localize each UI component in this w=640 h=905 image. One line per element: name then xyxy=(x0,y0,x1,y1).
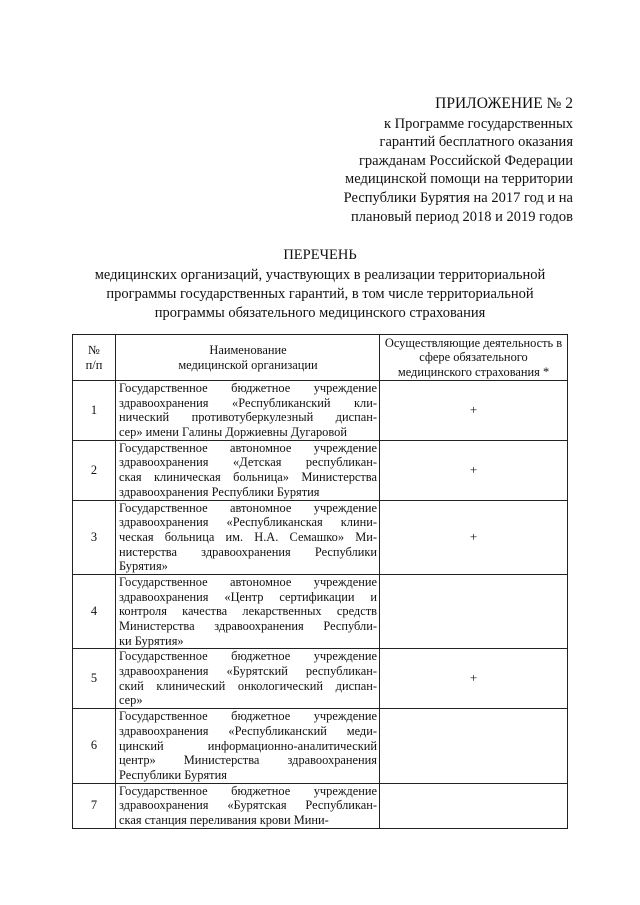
table-row xyxy=(73,709,568,783)
organization-name-line: здравоохранения Республики Бурятия xyxy=(119,484,320,499)
organizations-table xyxy=(72,334,568,829)
organization-name xyxy=(116,440,380,500)
title-line: программы обязательного медицинского страхования xyxy=(154,305,486,321)
header-name-line: медицинской организации xyxy=(178,357,318,372)
organization-name-line: ческая больница им. Н.А. Семашко» Ми- xyxy=(119,529,377,544)
title-line: программы государственных гарантий, в том числе территориальной xyxy=(106,286,534,302)
header-oms-line: сфере обязательного xyxy=(419,350,528,365)
appendix-heading: ПРИЛОЖЕНИЕ № 2 xyxy=(435,95,573,112)
header-name xyxy=(116,335,380,381)
title-line: медицинских организаций, участвующих в реализации территориальной xyxy=(94,267,546,283)
document-title xyxy=(60,246,580,323)
organization-name-line: нический противотуберкулезный диспан- xyxy=(119,410,377,425)
oms-participation: + xyxy=(380,649,568,709)
organization-name-line: центр» Министерства здравоохранения xyxy=(119,753,377,768)
title-heading: ПЕРЕЧЕНЬ xyxy=(283,247,357,263)
oms-participation: + xyxy=(380,500,568,574)
oms-participation: + xyxy=(380,381,568,441)
organization-name-line: здравоохранения «Республиканский меди- xyxy=(119,723,377,738)
row-number: 7 xyxy=(73,783,116,828)
organization-name-line: Государственное автономное учреждение xyxy=(119,440,377,455)
table-row xyxy=(73,500,568,574)
appendix-line: гражданам Российской Федерации xyxy=(358,152,573,169)
oms-participation xyxy=(380,574,568,648)
table-row xyxy=(73,574,568,648)
organization-name-line: здравоохранения «Республиканская клини- xyxy=(119,515,377,530)
organization-name-line: здравоохранения «Центр сертификации и xyxy=(119,589,377,604)
organization-name-line: Государственное бюджетное учреждение xyxy=(119,709,377,724)
organization-name-line: здравоохранения «Республиканский кли- xyxy=(119,395,377,410)
organization-name-line: здравоохранения «Бурятский республикан- xyxy=(119,664,377,679)
organization-name xyxy=(116,649,380,709)
organization-name-line: Государственное бюджетное учреждение xyxy=(119,381,377,395)
organization-name-line: здравоохранения «Бурятская Республикан- xyxy=(119,798,377,813)
table-row xyxy=(73,783,568,828)
organization-name-line: контроля качества лекарственных средств xyxy=(119,604,377,619)
organization-name-line: ская клиническая больница» Министерства xyxy=(119,470,377,485)
appendix-line: Республики Бурятия на 2017 год и на xyxy=(343,189,573,206)
organization-name-line: ский клинический онкологический диспан- xyxy=(119,678,377,693)
table-body xyxy=(73,381,568,829)
organization-name xyxy=(116,709,380,783)
organization-name xyxy=(116,783,380,828)
header-name-line: Наименование xyxy=(209,343,287,358)
appendix-line: медицинской помощи на территории xyxy=(345,171,573,188)
table-row xyxy=(73,649,568,709)
organization-name xyxy=(116,381,380,441)
organization-name-line: ская станция переливания крови Мини- xyxy=(119,812,329,827)
row-number: 4 xyxy=(73,574,116,648)
table-row xyxy=(73,381,568,441)
row-number: 2 xyxy=(73,440,116,500)
header-number xyxy=(73,335,116,381)
organization-name-line: здравоохранения «Детская республикан- xyxy=(119,455,377,470)
table-row xyxy=(73,440,568,500)
organization-name-line: сер» xyxy=(119,693,143,708)
organization-name-line: ки Бурятия» xyxy=(119,633,184,648)
row-number: 3 xyxy=(73,500,116,574)
header-number-line: № xyxy=(88,343,100,358)
header-oms-line: медицинского страхования * xyxy=(397,364,550,379)
organization-name-line: Государственное бюджетное учреждение xyxy=(119,783,377,798)
organization-name-line: Бурятия» xyxy=(119,559,168,574)
oms-participation xyxy=(380,709,568,783)
appendix-line: к Программе государственных xyxy=(383,115,573,132)
appendix-line: гарантий бесплатного оказания xyxy=(379,134,573,151)
organization-name xyxy=(116,500,380,574)
organization-name-line: Государственное автономное учреждение xyxy=(119,500,377,515)
appendix-block xyxy=(233,95,573,226)
organization-name-line: Государственное бюджетное учреждение xyxy=(119,649,377,664)
header-oms xyxy=(380,335,568,381)
organization-name-line: нистерства здравоохранения Республики xyxy=(119,544,377,559)
organization-name-line: Республики Бурятия xyxy=(119,767,227,782)
appendix-line: плановый период 2018 и 2019 годов xyxy=(351,208,573,225)
organization-name-line: Государственное автономное учреждение xyxy=(119,574,377,589)
organization-name-line: цинский информационно-аналитический xyxy=(119,738,377,753)
header-number-line: п/п xyxy=(85,357,103,372)
oms-participation xyxy=(380,783,568,828)
organization-name-line: сер» имени Галины Доржиевны Дугаровой xyxy=(119,425,347,440)
organization-name-line: Министерства здравоохранения Республи- xyxy=(119,619,377,633)
organization-name xyxy=(116,574,380,648)
table-header-row xyxy=(73,335,568,381)
header-oms-line: Осуществляющие деятельность в xyxy=(384,335,563,350)
row-number: 5 xyxy=(73,649,116,709)
row-number: 1 xyxy=(73,381,116,441)
oms-participation: + xyxy=(380,440,568,500)
row-number: 6 xyxy=(73,709,116,783)
